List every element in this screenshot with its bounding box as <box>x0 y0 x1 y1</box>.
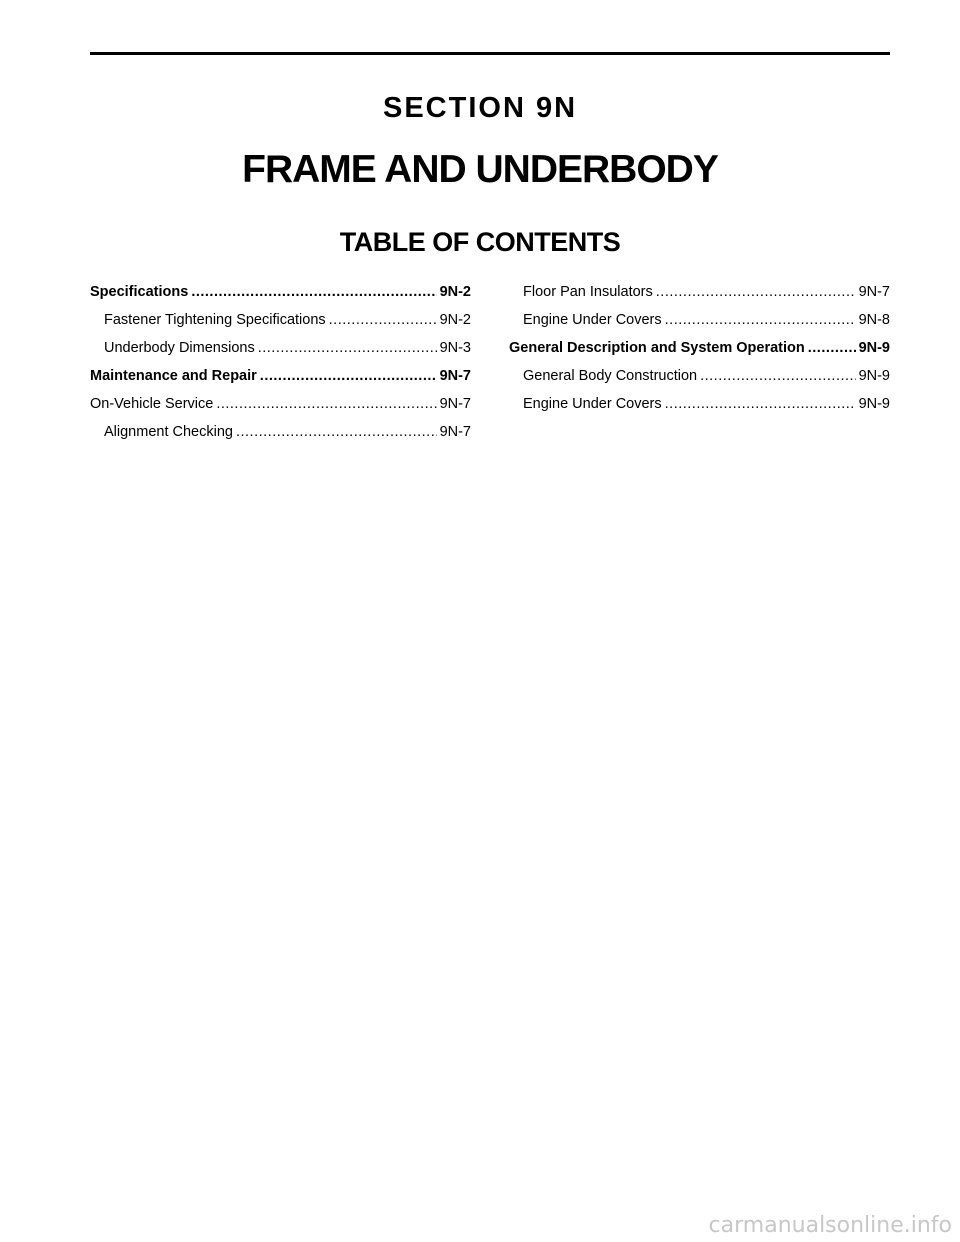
toc-entry-label: On-Vehicle Service <box>90 396 214 412</box>
dot-leader <box>260 368 437 384</box>
toc-title: TABLE OF CONTENTS <box>339 227 621 257</box>
toc-entry-general-description[interactable] <box>509 340 890 368</box>
toc-entry-label: Floor Pan Insulators <box>523 284 653 300</box>
toc-entry-fastener-tightening[interactable] <box>90 312 471 340</box>
toc-entry-floor-pan-insulators[interactable] <box>509 284 890 312</box>
dot-leader <box>236 424 437 440</box>
toc-right-column <box>509 284 890 424</box>
toc-entry-label: Engine Under Covers <box>523 312 662 328</box>
dot-leader <box>258 340 437 356</box>
toc-entry-label: Engine Under Covers <box>523 396 662 412</box>
toc-entry-maintenance-repair[interactable] <box>90 368 471 396</box>
watermark: carmanualsonline.info <box>708 1213 952 1238</box>
toc-entry-engine-under-covers[interactable] <box>509 312 890 340</box>
toc-entry-general-body-construction[interactable] <box>509 368 890 396</box>
toc-entry-page: 9N-2 <box>439 312 471 328</box>
toc-entry-alignment-checking[interactable] <box>90 424 471 452</box>
section-heading: SECTION 9N <box>382 92 578 124</box>
top-rule <box>90 52 890 55</box>
toc-entry-page: 9N-8 <box>858 312 890 328</box>
toc-entry-page: 9N-9 <box>858 340 890 356</box>
toc-entry-page: 9N-3 <box>439 340 471 356</box>
toc-entry-label: Alignment Checking <box>104 424 233 440</box>
dot-leader <box>665 396 856 412</box>
toc-left-column <box>90 284 471 452</box>
toc-entry-page: 9N-7 <box>439 424 471 440</box>
toc-entry-page: 9N-9 <box>858 396 890 412</box>
toc-entry-label: Fastener Tightening Specifications <box>104 312 326 328</box>
dot-leader <box>665 312 856 328</box>
toc-entry-label: General Body Construction <box>523 368 698 384</box>
toc-entry-page: 9N-7 <box>439 396 471 412</box>
toc-entry-page: 9N-2 <box>439 284 471 300</box>
dot-leader <box>656 284 856 300</box>
page-title: FRAME AND UNDERBODY <box>242 148 718 191</box>
dot-leader <box>216 396 436 412</box>
toc-entry-label: Underbody Dimensions <box>104 340 255 356</box>
toc-entry-label: General Description and System Operation <box>509 340 805 356</box>
dot-leader <box>329 312 437 328</box>
toc-entry-page: 9N-9 <box>858 368 890 384</box>
toc-entry-underbody-dimensions[interactable] <box>90 340 471 368</box>
toc-entry-page: 9N-7 <box>858 284 890 300</box>
toc-entry-label: Specifications <box>90 284 189 300</box>
toc-entry-specifications[interactable] <box>90 284 471 312</box>
toc-entry-engine-under-covers-2[interactable] <box>509 396 890 424</box>
toc-entry-on-vehicle-service[interactable] <box>90 396 471 424</box>
dot-leader <box>700 368 855 384</box>
dot-leader <box>191 284 436 300</box>
dot-leader <box>808 340 856 356</box>
toc-entry-label: Maintenance and Repair <box>90 368 257 384</box>
toc-entry-page: 9N-7 <box>439 368 471 384</box>
